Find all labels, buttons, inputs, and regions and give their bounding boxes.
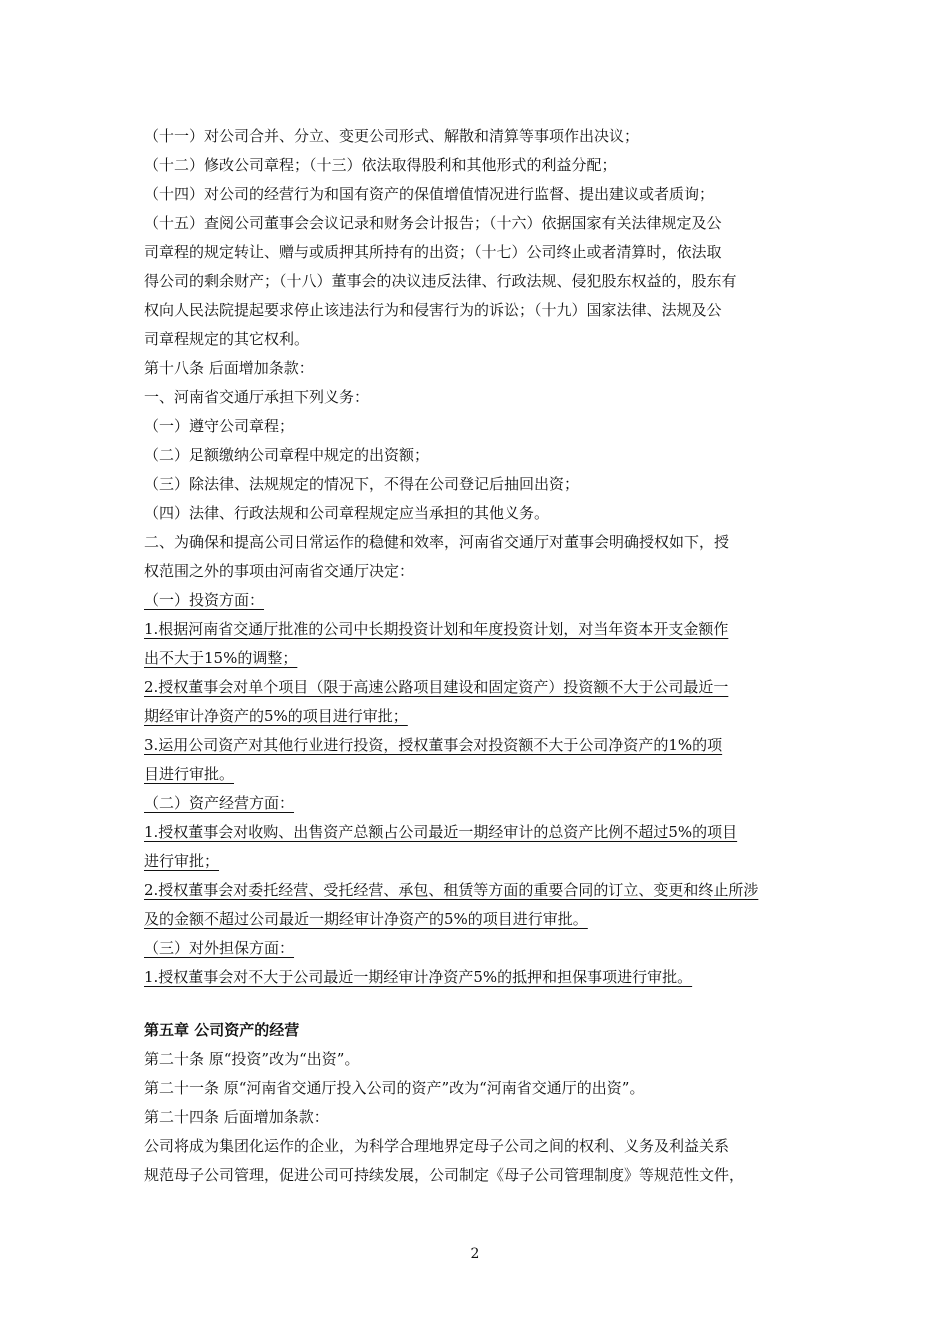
duties-block (144, 383, 812, 586)
text-line: 二、为确保和提高公司日常运作的稳健和效率，河南省交通厅对董事会明确授权如下，授 (144, 533, 730, 551)
underlined-text: 出不大于15%的调整； (144, 649, 298, 667)
text-line: （十一）对公司合并、分立、变更公司形式、解散和清算等事项作出决议； (144, 127, 640, 145)
underlined-text: 1.根据河南省交通厅批准的公司中长期投资计划和年度投资计划，对当年资本开支金额作 (144, 620, 729, 638)
text-line: 一、河南省交通厅承担下列义务： (144, 388, 370, 406)
underlined-text: 2.授权董事会对单个项目（限于高速公路项目建设和固定资产）投资额不大于公司最近一 (144, 678, 729, 696)
underlined-text: （一）投资方面： (144, 591, 265, 609)
text-line: （三）除法律、法规规定的情况下，不得在公司登记后抽回出资； (144, 475, 580, 493)
text-line: 规范母子公司管理，促进公司可持续发展，公司制定《母子公司管理制度》等规范性文件， (144, 1166, 745, 1184)
chapter-5-title: 第五章 公司资产的经营 (144, 1021, 300, 1039)
document-body (144, 122, 812, 1190)
text-line: 得公司的剩余财产；（十八）董事会的决议违反法律、行政法规、侵犯股东权益的，股东有 (144, 272, 737, 290)
underlined-line (144, 673, 812, 702)
underlined-text: 2.授权董事会对委托经营、受托经营、承包、租赁等方面的重要合同的订立、变更和终止所涉 (144, 881, 759, 899)
page-number: 2 (470, 1246, 480, 1262)
text-line: 权范围之外的事项由河南省交通厅决定： (144, 562, 415, 580)
underlined-line (144, 818, 812, 847)
chapter-5-block (144, 1045, 812, 1190)
text-line: 司章程的规定转让、赠与或质押其所持有的出资；（十七）公司终止或者清算时，依法取 (144, 243, 722, 261)
underlined-line (144, 789, 812, 818)
underlined-line (144, 876, 812, 905)
underlined-line (144, 615, 812, 644)
underlined-text: 目进行审批。 (144, 765, 235, 783)
authorization-block (144, 586, 812, 992)
text-line: 第二十条 原“投资”改为“出资”。 (144, 1050, 360, 1068)
underlined-line (144, 905, 812, 934)
underlined-line (144, 963, 812, 992)
underlined-text: 1.授权董事会对收购、出售资产总额占公司最近一期经审计的总资产比例不超过5%的项目 (144, 823, 738, 841)
text-line: 司章程规定的其它权利。 (144, 330, 310, 348)
underlined-text: （二）资产经营方面： (144, 794, 295, 812)
text-line: （四）法律、行政法规和公司章程规定应当承担的其他义务。 (144, 504, 550, 522)
underlined-text: 3.运用公司资产对其他行业进行投资，授权董事会对投资额不大于公司净资产的1%的项 (144, 736, 723, 754)
underlined-line (144, 586, 812, 615)
underlined-text: 及的金额不超过公司最近一期经审计净资产的5%的项目进行审批。 (144, 910, 588, 928)
article-18-heading: 第十八条 后面增加条款： (144, 359, 314, 377)
text-line: （十四）对公司的经营行为和国有资产的保值增值情况进行监督、提出建议或者质询； (144, 185, 715, 203)
underlined-line (144, 847, 812, 876)
text-line: 权向人民法院提起要求停止该违法行为和侵害行为的诉讼；（十九）国家法律、法规及公 (144, 301, 722, 319)
text-line: 第二十一条 原“河南省交通厅投入公司的资产”改为“河南省交通厅的出资”。 (144, 1079, 645, 1097)
underlined-line (144, 760, 812, 789)
underlined-line (144, 934, 812, 963)
underlined-text: 期经审计净资产的5%的项目进行审批； (144, 707, 408, 725)
underlined-line (144, 644, 812, 673)
text-line: （十二）修改公司章程；（十三）依法取得股利和其他形式的利益分配； (144, 156, 617, 174)
text-line: （一）遵守公司章程； (144, 417, 295, 435)
text-line: （十五）查阅公司董事会会议记录和财务会计报告；（十六）依据国家有关法律规定及公 (144, 214, 722, 232)
shareholder-rights-block (144, 122, 812, 354)
text-line: （二）足额缴纳公司章程中规定的出资额； (144, 446, 430, 464)
underlined-text: 进行审批； (144, 852, 220, 870)
underlined-line (144, 731, 812, 760)
underlined-text: 1.授权董事会对不大于公司最近一期经审计净资产5%的抵押和担保事项进行审批。 (144, 968, 693, 986)
section-spacer (144, 992, 812, 1016)
underlined-text: （三）对外担保方面： (144, 939, 295, 957)
underlined-line (144, 702, 812, 731)
text-line: 公司将成为集团化运作的企业，为科学合理地界定母子公司之间的权利、义务及利益关系 (144, 1137, 730, 1155)
text-line: 第二十四条 后面增加条款： (144, 1108, 329, 1126)
